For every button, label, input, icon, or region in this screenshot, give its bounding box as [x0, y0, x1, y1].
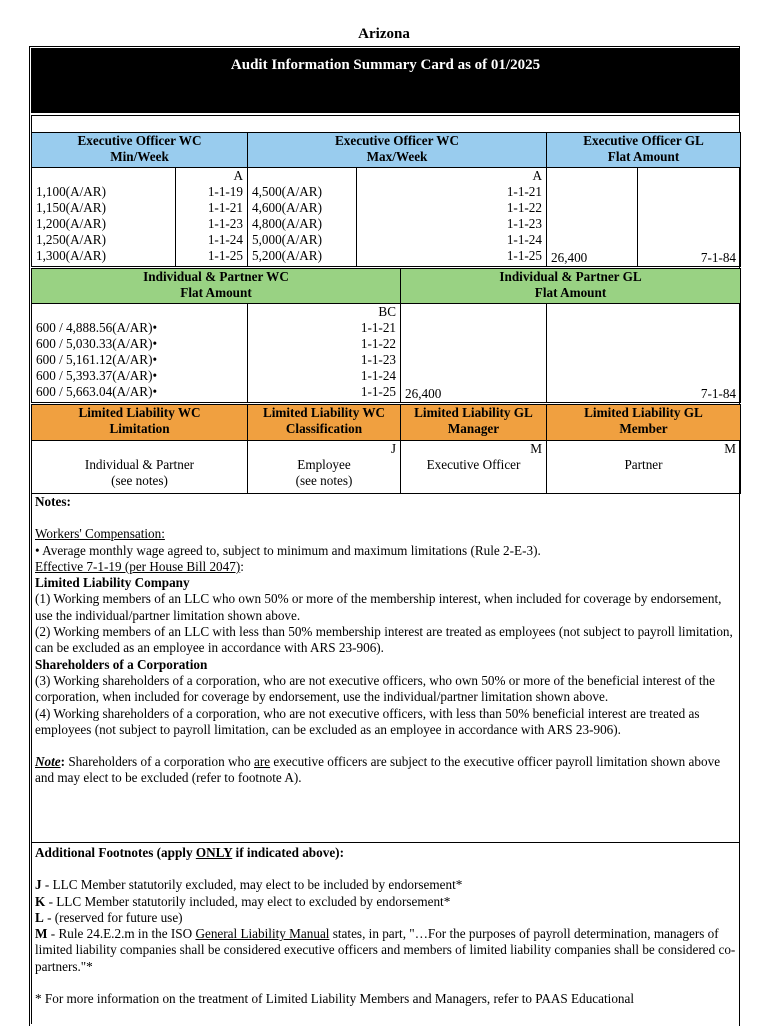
- page-title: Arizona: [358, 26, 410, 42]
- banner: [31, 48, 740, 113]
- ll-limitation-cell: Individual & Partner (see notes): [32, 441, 248, 494]
- footnote-m-manager: M: [530, 441, 542, 456]
- individual-partner-table: [31, 268, 741, 403]
- exec-max-dates: A 1-1-21 1-1-22 1-1-23 1-1-24 1-1-25: [357, 168, 547, 267]
- additional-footnotes-section: [31, 843, 740, 1024]
- llc-note-2: (2) Working members of an LLC with less than 50% membership interest are treated as employees (not subject to payroll limitation, can be excluded as an employee in accordance with ARS 23-906).: [35, 624, 733, 656]
- header-ip-gl-flat: Individual & Partner GL Flat Amount: [401, 269, 741, 304]
- header-exec-wc-min: Executive Officer WC Min/Week: [32, 133, 248, 168]
- footnote-j: J: [390, 441, 396, 456]
- header-ll-gl-member: Limited Liability GL Member: [547, 405, 741, 441]
- notes-heading: Notes:: [35, 494, 71, 509]
- header-exec-gl-flat: Executive Officer GL Flat Amount: [547, 133, 741, 168]
- executive-officer-table: [31, 132, 741, 267]
- more-info-line: * For more information on the treatment of Limited Liability Members and Managers, refer to PAAS Educational: [35, 991, 635, 1007]
- notes-section: [31, 493, 740, 843]
- ll-member-cell: M Partner: [547, 441, 741, 494]
- footnote-bc: BC: [378, 304, 397, 319]
- ll-classification-cell: J Employee (see notes): [248, 441, 401, 494]
- llc-heading: Limited Liability Company: [35, 575, 190, 591]
- wc-heading: Workers' Compensation:: [35, 526, 165, 542]
- exec-min-dates: A 1-1-19 1-1-21 1-1-23 1-1-24 1-1-25: [176, 168, 248, 267]
- footnote-item-k: K - LLC Member statutorily included, may elect to excluded by endorsement*: [35, 893, 451, 909]
- executive-officer-note: Note: Shareholders of a corporation who are executive officers are subject to the executive officer payroll limitation shown above and may elect to be excluded (refer to footnote A).: [35, 754, 721, 786]
- footnote-item-m: M - Rule 24.E.2.m in the ISO General Liability Manual states, in part, "…For the purposes of payroll determination, managers of limited liability companies shall be considered executive officers and members of limited liability companies shall be considered co-partners."*: [35, 926, 736, 974]
- footnotes-heading: Additional Footnotes (apply ONLY if indicated above):: [35, 845, 344, 860]
- banner-title: Audit Information Summary Card as of 01/2025: [230, 57, 541, 73]
- exec-gl-date: 7-1-84: [638, 168, 741, 267]
- ip-wc-values: 600 / 4,888.56(A/AR)• 600 / 5,030.33(A/AR)• 600 / 5,161.12(A/AR)• 600 / 5,393.37(A/AR)• 600 / 5,663.04(A/AR)•: [32, 304, 248, 403]
- ip-wc-dates: BC 1-1-21 1-1-22 1-1-23 1-1-24 1-1-25: [248, 304, 401, 403]
- wc-bullet: • Average monthly wage agreed to, subject to minimum and maximum limitations (Rule 2-E-3).: [35, 542, 541, 558]
- header-exec-wc-max: Executive Officer WC Max/Week: [248, 133, 547, 168]
- shareholders-note-4: (4) Working shareholders of a corporation, who are not executive officers, with less than 50% beneficial interest are treated as employees (not subject to payroll limitation, can be excluded as an employee in accordance with ARS 23-906).: [35, 705, 700, 737]
- header-ll-wc-classification: Limited Liability WC Classification: [248, 405, 401, 441]
- header-ip-wc-flat: Individual & Partner WC Flat Amount: [32, 269, 401, 304]
- header-ll-wc-limitation: Limited Liability WC Limitation: [32, 405, 248, 441]
- exec-min-values: 1,100(A/AR) 1,150(A/AR) 1,200(A/AR) 1,250(A/AR) 1,300(A/AR): [32, 168, 176, 267]
- footnote-item-j: J - LLC Member statutorily excluded, may elect to be included by endorsement*: [35, 877, 463, 893]
- footnote-a-min: A: [233, 168, 243, 183]
- effective-line: Effective 7-1-19 (per House Bill 2047):: [35, 558, 244, 574]
- ip-gl-value: 26,400: [401, 304, 547, 403]
- footnote-a-max: A: [532, 168, 542, 183]
- shareholders-heading: Shareholders of a Corporation: [35, 656, 208, 672]
- exec-max-values: 4,500(A/AR) 4,600(A/AR) 4,800(A/AR) 5,000(A/AR) 5,200(A/AR): [248, 168, 357, 267]
- spacer-row: [31, 115, 740, 132]
- ip-gl-date: 7-1-84: [547, 304, 741, 403]
- header-ll-gl-manager: Limited Liability GL Manager: [401, 405, 547, 441]
- footnote-item-l: L - (reserved for future use): [35, 909, 183, 925]
- shareholders-note-3: (3) Working shareholders of a corporation, who are not executive officers, who own 50% or more of the beneficial interest of the corporation, when included for coverage by endorsement, use the individual/partner limitation shown above.: [35, 672, 715, 705]
- footnote-m-member: M: [724, 441, 736, 456]
- limited-liability-table: [31, 404, 741, 494]
- ll-manager-cell: M Executive Officer: [401, 441, 547, 494]
- llc-note-1: (1) Working members of an LLC who own 50% or more of the membership interest, when included for coverage by endorsement, use the individual/partner limitation shown above.: [35, 591, 722, 623]
- exec-gl-value: 26,400: [547, 168, 638, 267]
